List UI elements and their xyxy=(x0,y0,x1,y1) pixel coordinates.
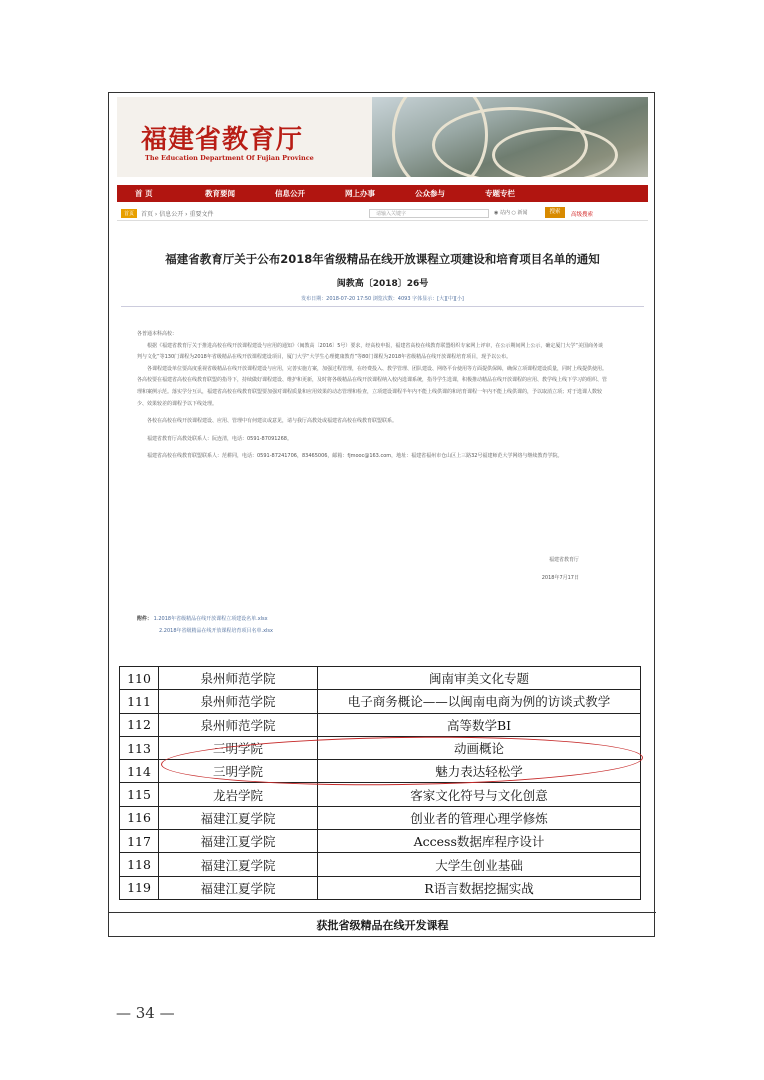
table-row xyxy=(120,853,641,876)
course-cell: R语言数据挖掘实战 xyxy=(318,876,641,899)
screenshot-frame xyxy=(108,92,655,937)
paragraph: 各课程建设单位要高度重视省级精品在线开放课程建设与应用，完善实施方案，加强过程管理，在经费投入、教学管理、团队建设、网络平台使用等方面提供保障，确保立项课程建设质量，同时上线提供使用。各高校要在福建省高校在线教育联盟的指导下，持续做好课程建设、维护和更新，及时将各级精品在线开放课程纳入校内选课系统，指导学生选课，积极推动精品在线开放课程的应用、教学线上线下学习的组织、管理和案例示范。落实学分互认，福建省高校在线教育联盟要加强对课程质量和应用效果的动态管理和检查，立项建设课程半年内不能上线供课的和培育课程一年内不能上线供课的，予以取消立项；对于选课人数较少、效果较差的课程予以下线处理。 xyxy=(137,365,608,407)
table-row xyxy=(120,806,641,829)
nav-item-public[interactable]: 公众参与 xyxy=(415,189,445,198)
salutation: 各普通本科高校： xyxy=(137,331,178,337)
signature-block xyxy=(509,551,579,587)
banner-photo xyxy=(372,97,648,177)
school-cell: 福建江夏学院 xyxy=(159,830,318,853)
table-row xyxy=(120,876,641,899)
school-cell: 泉州师范学院 xyxy=(159,667,318,690)
home-badge[interactable]: 首页 xyxy=(121,209,137,218)
page-number: — 34 — xyxy=(116,1004,175,1022)
signature: 福建省教育厅 xyxy=(548,557,579,563)
article-title: 福建省教育厅关于公布2018年省级精品在线开放课程立项建设和培育项目名单的通知 xyxy=(165,252,600,266)
site-title[interactable]: 福建省教育厅 xyxy=(141,125,304,155)
table-row xyxy=(120,667,641,690)
course-cell: Access数据库程序设计 xyxy=(318,830,641,853)
attachments xyxy=(137,613,273,637)
paragraph: 福建省教育厅高教处联系人：阮连清，电话：0591-87091268。 xyxy=(147,435,292,442)
course-cell: 高等数学BⅠ xyxy=(318,713,641,736)
paragraph: 根据《福建省教育厅关于推进高校在线开放课程建设与应用的通知》（闽教高〔2016〕5号）要求，经高校申报，福建省高校在线教育联盟组织专家网上评审，在公示期间网上公示，确定厦门大学“美国商务谈判与文化”等130门课程为2018年省级精品在线开放课程建设项目，厦门大学“大学生心理健康教育”等80门课程为2018年省级精品在线开放课程培育项目，现予以公布。 xyxy=(137,342,604,361)
nav-item-topics[interactable]: 专题专栏 xyxy=(485,189,515,198)
site-banner xyxy=(117,97,648,177)
row-number: 115 xyxy=(120,783,159,806)
figure-caption: 获批省级精品在线开发课程 xyxy=(109,912,656,939)
course-cell: 魅力表达轻松学 xyxy=(318,760,641,783)
sign-date: 2018年7月17日 xyxy=(541,575,579,581)
divider xyxy=(121,306,644,307)
doc-number: 闽教高〔2018〕26号 xyxy=(336,279,429,289)
course-cell: 闽南审美文化专题 xyxy=(318,667,641,690)
course-cell: 电子商务概论——以闽南电商为例的访谈式教学 xyxy=(318,690,641,713)
school-cell: 龙岩学院 xyxy=(159,783,318,806)
article-body xyxy=(137,329,607,463)
school-cell: 泉州师范学院 xyxy=(159,690,318,713)
table-row xyxy=(120,783,641,806)
nav-item-info[interactable]: 信息公开 xyxy=(275,189,305,198)
school-cell: 三明学院 xyxy=(159,736,318,759)
row-number: 119 xyxy=(120,876,159,899)
row-number: 112 xyxy=(120,713,159,736)
row-number: 110 xyxy=(120,667,159,690)
site-subtitle: The Education Department Of Fujian Province xyxy=(145,154,314,162)
row-number: 113 xyxy=(120,736,159,759)
paragraph: 各校在高校在线开放课程建设、应用、管理中有何建议或意见，请与我厅高教处或福建省高校在线教育联盟联系。 xyxy=(147,418,398,425)
school-cell: 泉州师范学院 xyxy=(159,713,318,736)
table-row xyxy=(120,690,641,713)
course-cell: 客家文化符号与文化创意 xyxy=(318,783,641,806)
search-scope[interactable]: ◉ 站内 ○ 新闻 xyxy=(494,210,528,216)
main-nav xyxy=(117,185,648,202)
course-cell: 创业者的管理心理学修炼 xyxy=(318,806,641,829)
article-meta: 发布日期：2018-07-20 17:50 浏览次数：4093 字体显示：[大][中][小] xyxy=(301,296,464,302)
search-input[interactable]: 请输入关键字 xyxy=(369,209,489,218)
school-cell: 福建江夏学院 xyxy=(159,806,318,829)
row-number: 116 xyxy=(120,806,159,829)
row-number: 117 xyxy=(120,830,159,853)
nav-item-services[interactable]: 网上办事 xyxy=(345,189,375,198)
search-button[interactable]: 搜索 xyxy=(545,207,565,218)
nav-item-home[interactable]: 首 页 xyxy=(135,189,153,198)
row-number: 114 xyxy=(120,760,159,783)
course-cell: 动画概论 xyxy=(318,736,641,759)
table-row xyxy=(120,713,641,736)
table-row xyxy=(120,830,641,853)
nav-item-news[interactable]: 教育要闻 xyxy=(205,189,235,198)
paragraph: 福建省高校在线教育联盟联系人：范耕同，电话：0591-87241706，83465006，邮箱：fjmooc@163.com，地址：福建省福州市仓山区上三路32号福建师范大学网络与继续教育学院。 xyxy=(147,453,563,460)
advanced-search-link[interactable]: 高级搜索 xyxy=(571,212,594,218)
attachment-link[interactable]: 2.2018年省级精品在线开放课程培育项目名单.xlsx xyxy=(159,628,273,634)
attachments-label: 附件： xyxy=(137,616,153,622)
school-cell: 福建江夏学院 xyxy=(159,853,318,876)
row-number: 111 xyxy=(120,690,159,713)
attachment-link[interactable]: 1.2018年省级精品在线开放课程立项建设名单.xlsx xyxy=(153,616,268,622)
breadcrumb-path[interactable]: 首页 › 信息公开 › 重要文件 xyxy=(141,210,214,218)
school-cell: 福建江夏学院 xyxy=(159,876,318,899)
school-cell: 三明学院 xyxy=(159,760,318,783)
course-cell: 大学生创业基础 xyxy=(318,853,641,876)
row-number: 118 xyxy=(120,853,159,876)
